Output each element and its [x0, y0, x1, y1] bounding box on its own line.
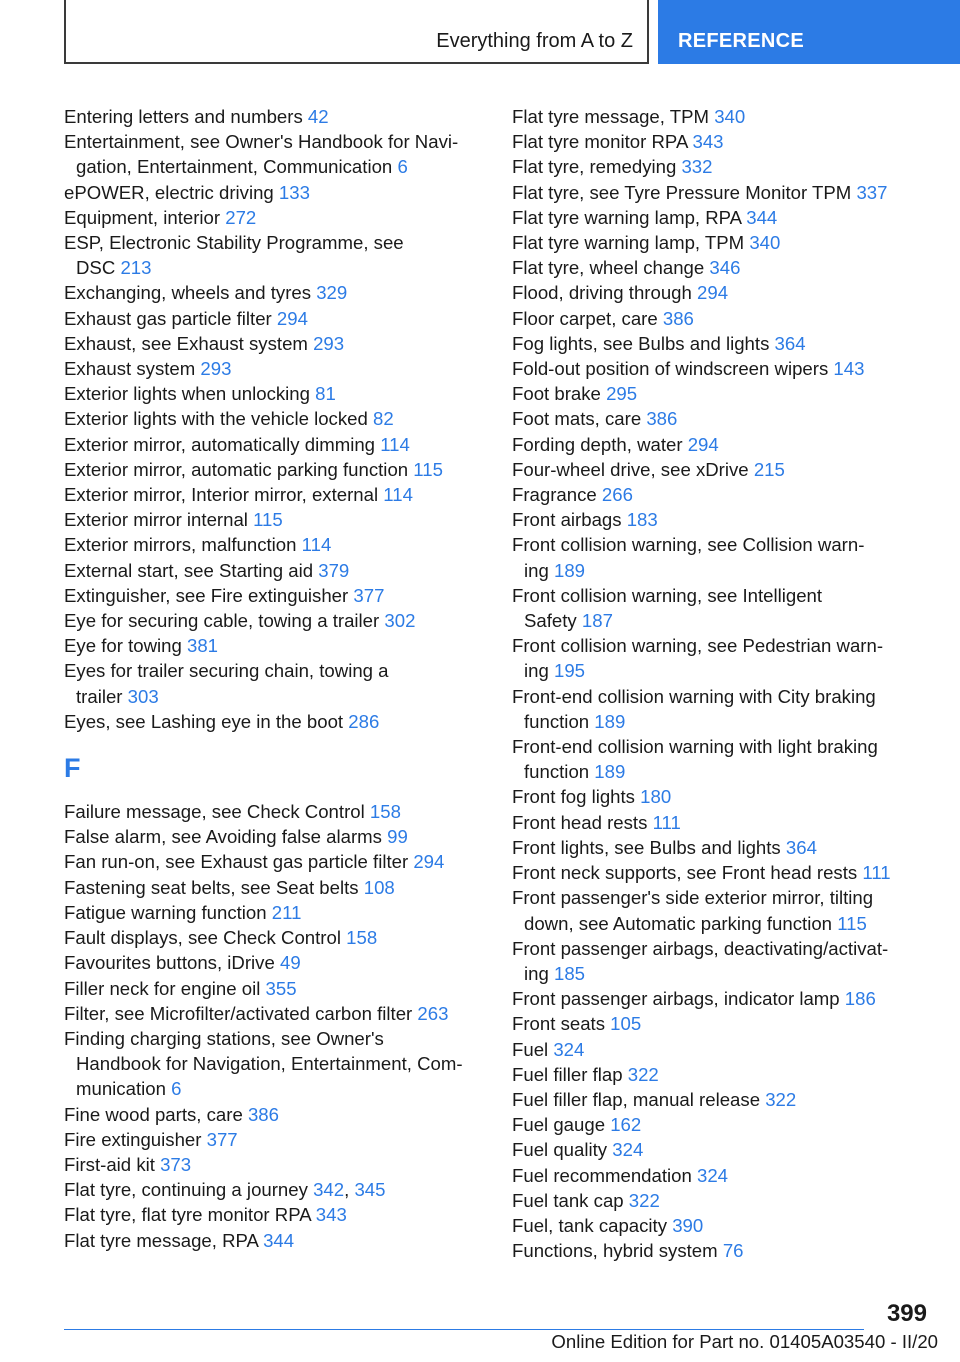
- index-entry-text: Flat tyre, continuing a journey: [64, 1179, 314, 1201]
- page-reference-link[interactable]: 105: [610, 1013, 642, 1035]
- index-entry-text: Eye for securing cable, towing a trailer: [64, 610, 385, 632]
- index-entry: [64, 104, 484, 129]
- index-entry-text: ing: [524, 962, 554, 984]
- index-entry: [512, 633, 932, 683]
- page-reference-link[interactable]: 294: [687, 433, 719, 455]
- index-entry-text: Fuel filler flap: [512, 1063, 628, 1085]
- page-reference-link[interactable]: 186: [844, 988, 876, 1010]
- index-entry: [64, 658, 484, 708]
- index-entry-text: Filter, see Microfilter/activated carbon filter: [64, 1002, 418, 1024]
- page-reference-link[interactable]: 213: [120, 257, 152, 279]
- index-column-right: [512, 104, 932, 1263]
- index-entry-text: Front airbags: [512, 509, 627, 531]
- index-entry: [64, 976, 484, 1001]
- index-entry: [512, 532, 932, 582]
- index-entry: [512, 104, 932, 129]
- index-entry-text: ing: [524, 559, 554, 581]
- page-reference-link[interactable]: 294: [413, 851, 445, 873]
- page-reference-link[interactable]: 324: [553, 1038, 585, 1060]
- index-entry: [64, 1228, 484, 1253]
- index-entry: [64, 532, 484, 557]
- index-entry-text: Fuel gauge: [512, 1114, 611, 1136]
- index-entry-text: Front collision warning, see Collision warn-: [512, 534, 865, 556]
- page-reference-link[interactable]: 373: [160, 1153, 192, 1175]
- index-entry-text: down, see Automatic parking function: [524, 912, 838, 934]
- index-entry-text: ESP, Electronic Stability Programme, see: [64, 232, 404, 254]
- header-tab-label: REFERENCE: [678, 30, 805, 52]
- index-entry: [64, 306, 484, 331]
- index-entry-text: Favourites buttons, iDrive: [64, 952, 280, 974]
- page-reference-link[interactable]: 293: [313, 332, 345, 354]
- page-reference-link[interactable]: 386: [646, 408, 678, 430]
- index-entry: [64, 925, 484, 950]
- page-reference-link[interactable]: 346: [709, 257, 741, 279]
- index-entry-text: Front fog lights: [512, 786, 641, 808]
- index-entry: [512, 1188, 932, 1213]
- index-entry-text: Fastening seat belts, see Seat belts: [64, 876, 364, 898]
- index-entry: [64, 381, 484, 406]
- page-reference-link[interactable]: 294: [276, 307, 308, 329]
- index-entry-text: Front passenger airbags, deactivating/activat-: [512, 937, 889, 959]
- index-entry-text: DSC: [76, 257, 121, 279]
- page-reference-link[interactable]: 377: [353, 584, 385, 606]
- index-entry-text: Fire extinguisher: [64, 1128, 207, 1150]
- page-reference-link[interactable]: 187: [581, 610, 613, 632]
- page-reference-link[interactable]: 195: [553, 660, 586, 682]
- page-reference-link[interactable]: 189: [594, 710, 626, 732]
- page-reference-link[interactable]: 183: [626, 509, 658, 531]
- index-entry: [64, 1001, 484, 1026]
- index-entry-text: Flat tyre message, RPA: [64, 1229, 264, 1251]
- index-entry-text: Fragrance: [512, 484, 602, 506]
- index-entry-text: Flat tyre message, TPM: [512, 106, 715, 127]
- index-entry: [512, 180, 932, 205]
- index-entry: [512, 306, 932, 331]
- index-entry: [64, 583, 484, 608]
- index-entry: [512, 255, 932, 280]
- page-reference-link[interactable]: 286: [348, 710, 380, 732]
- index-entry: [64, 608, 484, 633]
- index-entry-text: Front lights, see Bulbs and lights: [512, 836, 786, 858]
- index-entry-text: Eye for towing: [64, 635, 187, 657]
- index-entry-text: External start, see Starting aid: [64, 559, 319, 581]
- page-reference-link[interactable]: 345: [354, 1179, 386, 1201]
- page-reference-link[interactable]: 115: [253, 509, 283, 531]
- index-entry: [64, 230, 484, 280]
- index-entry: [64, 1102, 484, 1127]
- index-entry-text: Front passenger's side exterior mirror, tilting: [512, 887, 874, 909]
- index-entry-text: function: [524, 710, 595, 732]
- index-entry: [512, 885, 932, 935]
- page-number: 399: [886, 1300, 927, 1327]
- index-entry-text: Fuel filler flap, manual release: [512, 1088, 766, 1110]
- index-entry: [512, 734, 932, 784]
- index-entry-text: Handbook for Navigation, Entertainment, Com-: [76, 1053, 463, 1075]
- index-entry-text: Front seats: [512, 1013, 611, 1035]
- index-entry: [512, 1112, 932, 1137]
- index-entry-text: Front-end collision warning with light braking: [512, 736, 878, 758]
- index-entry: [512, 205, 932, 230]
- index-entry: [64, 432, 484, 457]
- index-entry: [64, 1026, 484, 1102]
- header-title: Everything from A to Z: [436, 30, 633, 52]
- index-entry: [512, 1087, 932, 1112]
- page-reference-link[interactable]: 329: [316, 282, 348, 304]
- index-entry-text: Fatigue warning function: [64, 901, 272, 923]
- page-reference-link[interactable]: 295: [606, 383, 638, 405]
- index-entry: [64, 482, 484, 507]
- index-entry: [512, 406, 932, 431]
- index-entry-text: Flat tyre, remedying: [512, 156, 682, 178]
- page-reference-link[interactable]: 143: [833, 358, 865, 380]
- index-entry-text: Front collision warning, see Intelligent: [512, 584, 823, 606]
- header-tab-reference[interactable]: [658, 0, 960, 64]
- page-reference-link[interactable]: 337: [856, 181, 888, 203]
- page-reference-link[interactable]: 386: [662, 307, 694, 329]
- page-reference-link[interactable]: 6: [171, 1078, 182, 1100]
- index-entry-text: Flat tyre, flat tyre monitor RPA: [64, 1204, 316, 1226]
- page-reference-link[interactable]: 343: [692, 131, 724, 153]
- index-entry-text: Exterior lights with the vehicle locked: [64, 408, 374, 430]
- page-reference-link[interactable]: 99: [387, 826, 408, 848]
- page-reference-link[interactable]: 340: [714, 106, 746, 127]
- index-entry-text: Exhaust system: [64, 358, 201, 380]
- page-reference-link[interactable]: 272: [225, 206, 257, 228]
- footer-edition-text: Online Edition for Part no. 01405A03540 - II/20: [551, 1331, 938, 1352]
- index-entry: [512, 280, 932, 305]
- page-reference-link[interactable]: 266: [601, 484, 633, 506]
- page-reference-link[interactable]: 294: [697, 282, 729, 304]
- page-reference-link[interactable]: 114: [301, 534, 332, 556]
- page-reference-link[interactable]: 114: [383, 484, 413, 506]
- index-entry: [64, 950, 484, 975]
- index-entry: [512, 432, 932, 457]
- page-reference-link[interactable]: 293: [200, 358, 232, 380]
- index-entry: [512, 835, 932, 860]
- index-entry: [512, 1238, 932, 1263]
- page-reference-link[interactable]: 302: [384, 610, 416, 632]
- index-entry-text: ing: [524, 660, 554, 682]
- page-reference-link[interactable]: 42: [307, 106, 329, 127]
- index-entry-text: munication: [76, 1078, 172, 1100]
- index-entry-text: Exterior mirror, Interior mirror, external: [64, 484, 384, 506]
- index-entry: [512, 129, 932, 154]
- index-entry: [64, 205, 484, 230]
- footer-divider: [64, 1329, 864, 1330]
- page-reference-link[interactable]: 324: [612, 1139, 644, 1161]
- index-entry: [512, 1062, 932, 1087]
- index-entry-text: Exchanging, wheels and tyres: [64, 282, 317, 304]
- page-reference-link[interactable]: 111: [862, 862, 891, 884]
- index-entry: [64, 129, 484, 179]
- page-reference-link[interactable]: 322: [765, 1088, 797, 1110]
- index-entry: [512, 1137, 932, 1162]
- index-entry-text: Equipment, interior: [64, 206, 226, 228]
- index-entry-text: Exterior mirror, automatic parking function: [64, 458, 414, 480]
- index-entry: [512, 356, 932, 381]
- index-entry: [512, 230, 932, 255]
- page-reference-link[interactable]: 158: [369, 801, 401, 823]
- index-entry-text: Flat tyre warning lamp, TPM: [512, 232, 750, 254]
- index-entry-text: Front-end collision warning with City braking: [512, 685, 876, 707]
- index-entry-text: Exterior lights when unlocking: [64, 383, 316, 405]
- index-entry: [64, 1127, 484, 1152]
- index-entry-text: Entering letters and numbers: [64, 106, 308, 127]
- header-title-box: [64, 0, 649, 64]
- index-entry: [512, 331, 932, 356]
- index-entry-text: Fog lights, see Bulbs and lights: [512, 332, 775, 354]
- index-entry: [64, 406, 484, 431]
- page-reference-link[interactable]: 303: [127, 685, 159, 707]
- index-entry: [64, 507, 484, 532]
- page-reference-link[interactable]: 364: [774, 332, 806, 354]
- index-entry: [512, 1163, 932, 1188]
- page-reference-link[interactable]: 381: [186, 635, 219, 657]
- index-entry: [512, 1037, 932, 1062]
- index-entry-text: Flood, driving through: [512, 282, 698, 304]
- index-entry: [512, 507, 932, 532]
- index-entry-text: Fording depth, water: [512, 433, 688, 455]
- page-reference-link[interactable]: 189: [594, 761, 626, 783]
- index-entry-text: Fuel recommendation: [512, 1164, 697, 1186]
- index-entry: [512, 381, 932, 406]
- index-entry: [512, 154, 932, 179]
- index-entry: [64, 1202, 484, 1227]
- page-reference-link[interactable]: 158: [346, 927, 378, 949]
- index-entry-text: Failure message, see Check Control: [64, 801, 370, 823]
- index-column-left: [64, 104, 484, 1253]
- page-reference-link[interactable]: 162: [610, 1114, 642, 1136]
- page-reference-link[interactable]: 81: [315, 383, 336, 405]
- index-entry-text: Foot brake: [512, 383, 607, 405]
- index-entry-text: Exterior mirror internal: [64, 509, 254, 531]
- index-entry-text: Exterior mirror, automatically dimming: [64, 433, 381, 455]
- index-entry: [512, 784, 932, 809]
- index-entry-text: Eyes, see Lashing eye in the boot: [64, 710, 349, 732]
- page-reference-link[interactable]: 180: [640, 786, 672, 808]
- index-entry-text: trailer: [76, 685, 128, 707]
- index-entry-text: Front neck supports, see Front head rests: [512, 862, 863, 884]
- index-entry-text: Fan run-on, see Exhaust gas particle filter: [64, 851, 414, 873]
- index-entry: [64, 849, 484, 874]
- index-entry: [512, 810, 932, 835]
- page-separator: ,: [344, 1179, 355, 1201]
- index-entry-text: Entertainment, see Owner's Handbook for Navi-: [64, 131, 459, 153]
- index-entry-text: Extinguisher, see Fire extinguisher: [64, 584, 354, 606]
- index-entry-text: Fuel, tank capacity: [512, 1214, 673, 1236]
- index-entry: [64, 824, 484, 849]
- page-reference-link[interactable]: 133: [278, 181, 310, 203]
- index-entry-text: gation, Entertainment, Communication: [76, 156, 398, 178]
- page-reference-link[interactable]: 6: [397, 156, 408, 178]
- index-entry-text: Fuel: [512, 1038, 554, 1060]
- index-entry: [512, 583, 932, 633]
- index-entry: [64, 799, 484, 824]
- page-reference-link[interactable]: 82: [373, 408, 394, 430]
- page-reference-link[interactable]: 390: [672, 1214, 704, 1236]
- index-entries-f-continued: [512, 104, 932, 1263]
- index-entry: [64, 180, 484, 205]
- index-entry-text: False alarm, see Avoiding false alarms: [64, 826, 388, 848]
- page-reference-link[interactable]: 344: [263, 1229, 295, 1251]
- index-entry-text: Flat tyre monitor RPA: [512, 131, 693, 153]
- page-reference-link[interactable]: 377: [206, 1128, 238, 1150]
- page-reference-link[interactable]: 115: [413, 458, 443, 480]
- index-entry: [64, 709, 484, 734]
- page-reference-link[interactable]: 215: [753, 458, 785, 480]
- page-reference-link[interactable]: 364: [785, 836, 817, 858]
- index-entry: [64, 875, 484, 900]
- index-entry-text: Functions, hybrid system: [512, 1240, 723, 1262]
- index-entry-text: Filler neck for engine oil: [64, 977, 266, 999]
- index-entries-e: [64, 104, 484, 734]
- page-reference-link[interactable]: 211: [271, 901, 302, 923]
- index-entry-text: Safety: [524, 610, 582, 632]
- index-entry-text: ePOWER, electric driving: [64, 181, 279, 203]
- index-entry: [64, 457, 484, 482]
- page-reference-link[interactable]: 332: [681, 156, 713, 178]
- page-reference-link[interactable]: 386: [247, 1103, 279, 1125]
- index-entry: [512, 1011, 932, 1036]
- index-entry: [64, 331, 484, 356]
- index-entry-text: Floor carpet, care: [512, 307, 663, 329]
- index-entry: [512, 1213, 932, 1238]
- index-entry-text: Exhaust, see Exhaust system: [64, 332, 314, 354]
- section-letter-f: F: [64, 753, 81, 784]
- index-entry: [512, 860, 932, 885]
- page-reference-link[interactable]: 355: [265, 977, 297, 999]
- page-reference-link[interactable]: 340: [749, 232, 781, 254]
- page-reference-link[interactable]: 185: [553, 962, 586, 984]
- index-entry-text: Foot mats, care: [512, 408, 647, 430]
- index-entry-text: Finding charging stations, see Owner's: [64, 1027, 384, 1049]
- index-entry: [512, 684, 932, 734]
- index-entry: [64, 1152, 484, 1177]
- index-entry-text: Fuel tank cap: [512, 1189, 629, 1211]
- page-reference-link[interactable]: 114: [380, 433, 410, 455]
- index-entry-text: Front collision warning, see Pedestrian warn-: [512, 635, 884, 657]
- index-entry-text: Front passenger airbags, indicator lamp: [512, 988, 845, 1010]
- page-reference-link[interactable]: 108: [363, 876, 395, 898]
- page-reference-link[interactable]: 263: [417, 1002, 449, 1024]
- index-entry-text: Eyes for trailer securing chain, towing a: [64, 660, 389, 682]
- page-reference-link[interactable]: 76: [722, 1240, 744, 1262]
- index-entry-text: Fine wood parts, care: [64, 1103, 248, 1125]
- page-reference-link[interactable]: 49: [279, 952, 301, 974]
- page-reference-link[interactable]: 379: [318, 559, 350, 581]
- index-entry: [512, 936, 932, 986]
- index-entry-text: Front head rests: [512, 811, 653, 833]
- index-entry: [512, 986, 932, 1011]
- index-entry: [512, 482, 932, 507]
- page-reference-link[interactable]: 189: [553, 559, 586, 581]
- index-entry: [64, 356, 484, 381]
- index-entry-text: function: [524, 761, 595, 783]
- index-entry-text: Exhaust gas particle filter: [64, 307, 277, 329]
- index-entry: [64, 558, 484, 583]
- page-reference-link[interactable]: 322: [628, 1189, 660, 1211]
- index-entry: [64, 280, 484, 305]
- index-entry: [64, 1177, 484, 1202]
- index-entry: [64, 900, 484, 925]
- index-entries-f: [64, 799, 484, 1253]
- page-reference-link[interactable]: 115: [837, 912, 867, 934]
- page-reference-link[interactable]: 344: [746, 206, 778, 228]
- index-entry-text: Fuel quality: [512, 1139, 613, 1161]
- index-entry-text: Flat tyre, see Tyre Pressure Monitor TPM: [512, 181, 857, 203]
- index-entry-text: Exterior mirrors, malfunction: [64, 534, 302, 556]
- index-entry-text: Four-wheel drive, see xDrive: [512, 458, 754, 480]
- index-entry-text: Fault displays, see Check Control: [64, 927, 347, 949]
- index-entry: [512, 457, 932, 482]
- page-reference-link[interactable]: 322: [627, 1063, 659, 1085]
- page-reference-link[interactable]: 342: [313, 1179, 345, 1201]
- page-reference-link[interactable]: 324: [697, 1164, 729, 1186]
- page-reference-link[interactable]: 343: [315, 1204, 347, 1226]
- index-entry-text: Fold-out position of windscreen wipers: [512, 358, 834, 380]
- index-entry: [64, 633, 484, 658]
- index-entry-text: Flat tyre warning lamp, RPA: [512, 206, 747, 228]
- index-entry-text: Flat tyre, wheel change: [512, 257, 710, 279]
- page-reference-link[interactable]: 111: [652, 811, 681, 833]
- index-entry-text: First-aid kit: [64, 1153, 161, 1175]
